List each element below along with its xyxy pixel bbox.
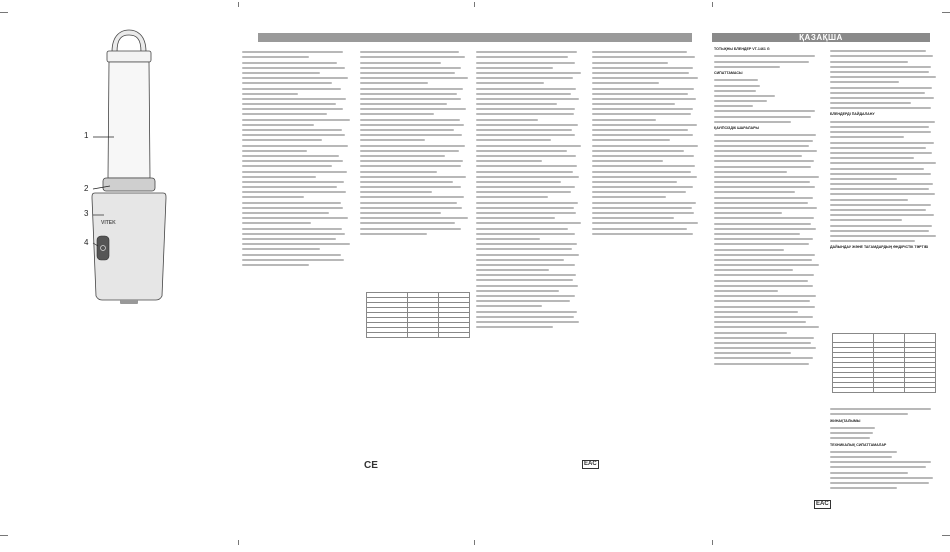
callout-4: 4: [84, 238, 89, 247]
text-column: [476, 48, 586, 331]
bottle: [108, 62, 150, 178]
page-illustration: [0, 0, 238, 547]
eac-mark-kz: EAC: [816, 501, 829, 507]
heading-specs: ТЕХНИКАЛЫҚ СИПАТТАМАЛАР: [830, 442, 887, 447]
power-button: [97, 236, 109, 260]
brand-logo: VITEK: [101, 220, 116, 226]
cooking-table-kz: [832, 333, 936, 393]
callout-2: 2: [84, 184, 89, 193]
heading-safety: ҚАУІПСІЗДІК ШАРАЛАРЫ: [714, 126, 760, 131]
text-column: [592, 48, 704, 238]
text-column: [830, 47, 942, 251]
text-column: [242, 48, 354, 269]
heading-table: ДАЙЫНДАУ ЖӘНЕ ТАҒАМДАРДЫҢ ӨНДІРІСТІК ТӘРТІБІ: [830, 245, 929, 250]
callout-3: 3: [84, 209, 89, 218]
cooking-table: [366, 292, 470, 338]
blade-collar: [103, 178, 155, 191]
eac-mark: EAC: [584, 461, 597, 467]
page-russian: [238, 0, 474, 547]
blender-illustration: [0, 0, 238, 547]
section-title: ҚАЗАҚША: [799, 33, 843, 42]
text-column: [714, 47, 824, 368]
callout-1: 1: [84, 131, 89, 140]
heading-kit: ЖИНАҚТАЛЫМЫ: [830, 418, 861, 423]
lid: [107, 51, 151, 62]
text-column: [830, 405, 942, 492]
base-foot: [120, 300, 138, 304]
ce-mark: CE: [364, 460, 378, 471]
page-russian-cont: [474, 0, 712, 547]
heading-use: БЛЕНДЕРДІ ПАЙДАЛАНУ: [830, 112, 875, 117]
text-column: [360, 48, 472, 238]
page-kazakh: [712, 0, 950, 547]
heading-parts: СИПАТТАМАСЫ: [714, 70, 743, 75]
lid-handle: [112, 30, 146, 52]
product-title: ТОТЫҚНЫ БЛЕНДЕР VT-1461 G: [714, 47, 770, 51]
